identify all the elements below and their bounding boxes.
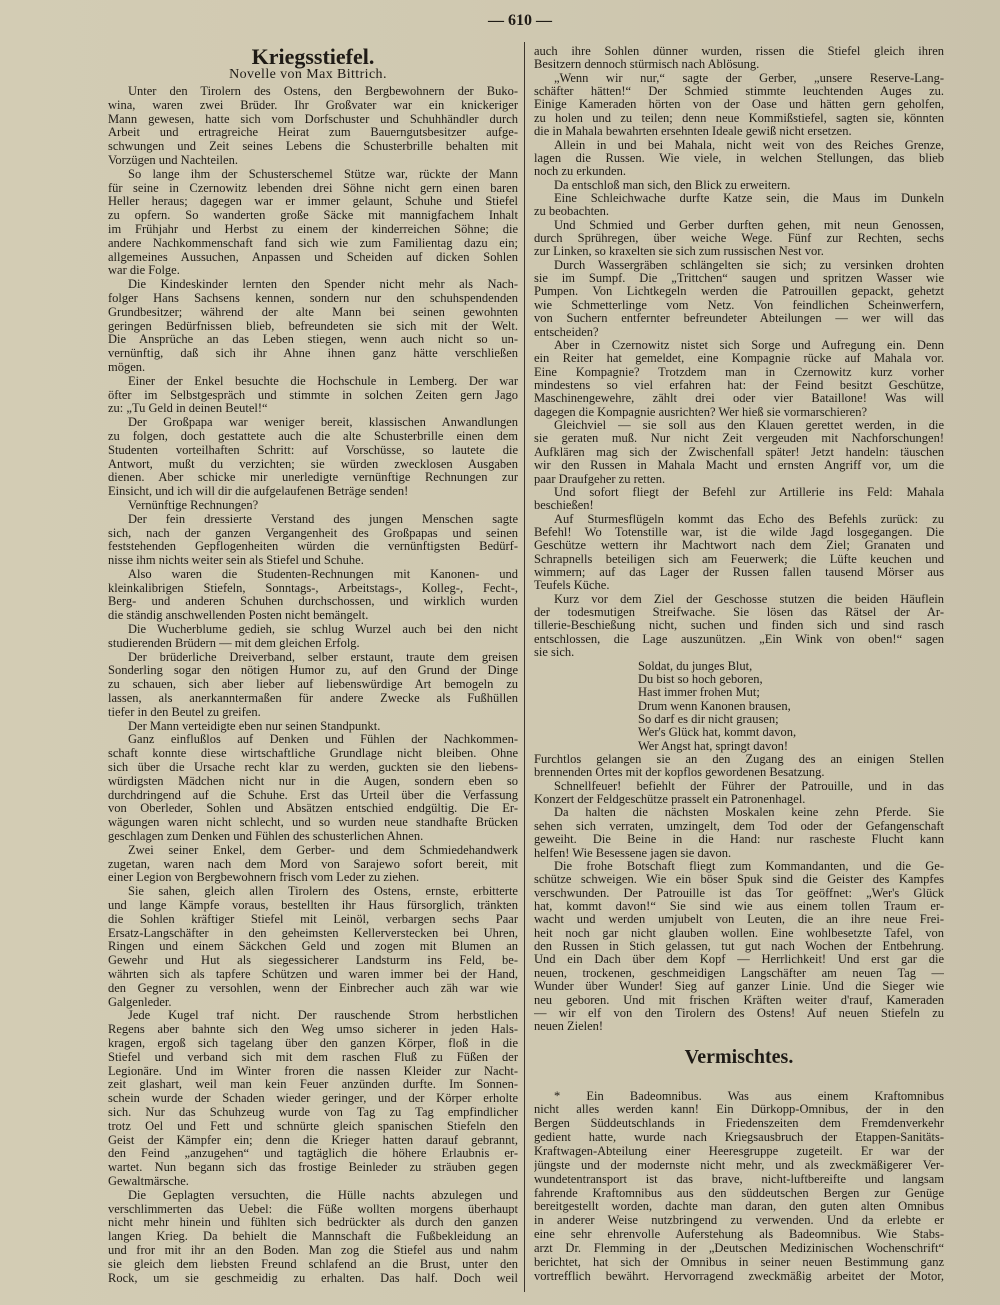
text-line: Die Geplagten versuchten, die Hülle nachts abzulegen und <box>128 1188 518 1202</box>
text-line: Wunder über Wunder! Sieg auf ganzer Linie. Und die Sieger wie <box>534 980 944 994</box>
paragraph <box>534 139 944 179</box>
text-line: bereitgestellt worden, dachte man daran, den guten alten Omnibus <box>534 1200 944 1214</box>
article-subtitle: Novelle von Max Bittrich. <box>229 67 387 82</box>
text-line: nicht mehr hinein und fühlten sich bedrückter als durch den ganzen <box>108 1216 518 1230</box>
text-line: und lange Kämpfe voraus, bestellten ihr Haus fürsorglich, tränkten <box>108 899 518 913</box>
text-line: zugetan, waren nach dem Mord von Sarajewo sofort bereit, mit <box>108 857 518 871</box>
text-line: Der brüderliche Dreiverband, selber erstaunt, traute dem greisen <box>128 650 518 664</box>
text-line: durch Sprühregen, über weiche Wege. Fünf zur Rechten, sechs <box>534 232 944 246</box>
text-line: mögen. <box>108 360 146 374</box>
paragraph <box>534 219 944 259</box>
text-line: tiefer in den Beutel zu greifen. <box>108 705 261 719</box>
text-line: Einsicht, und ich will dir die aufgelaufenen Beträge senden! <box>108 485 409 499</box>
paragraph <box>108 416 518 499</box>
misc-section <box>534 1090 944 1284</box>
text-line: den Feind „anzugehen“ und tagtäglich die höhere Erlaubnis er- <box>108 1147 518 1161</box>
text-line: auch ihre Sohlen dünner wurden, rissen die Stiefel gleich ihren <box>534 45 944 58</box>
text-line: zu: „Tu Geld in deinen Beutel!“ <box>108 402 268 416</box>
text-line: allgemeines Aussuchen, Anpassen und Scheiden auf dicken Sohlen <box>108 250 518 264</box>
text-line: schwungen und Zeit seines Lebens die Schusterbrille behalten mit <box>108 140 518 154</box>
text-line: nicht alles werden kann! Ein Dürkopp-Omnibus, der in den <box>534 1103 944 1117</box>
text-line: noch zu erkunden. <box>534 165 626 179</box>
text-line: folger Hans Sachsens kennen, sondern nur den schuhspendenden <box>108 291 518 305</box>
text-line: wir den Russen in Mahala Macht und ernsten Angriff vor, um die <box>534 459 944 473</box>
text-line: von Oberleder, Sohlen und Absätzen entschied endgültig. Die Er- <box>108 802 518 816</box>
text-line: Legionäre. Und im Winter froren die nassen Kleider zur Nacht- <box>108 1064 518 1078</box>
text-line: Sie sahen, gleich allen Tirolern des Ostens, ernste, erbitterte <box>128 885 518 899</box>
text-line: berichtet, hat sich der Omnibus in seiner neuen Bestimmung ganz <box>534 1255 944 1269</box>
text-line: und fror mit ihr an den Boden. Man zog die Stiefel aus und nahm <box>108 1243 518 1257</box>
text-line: „Wenn wir nur,“ sagte der Gerber, „unsere Reserve-Lang- <box>554 71 944 85</box>
text-line: Allein in und bei Mahala, nicht weit von des Reiches Grenze, <box>554 138 944 152</box>
text-line: beschießen! <box>534 499 594 513</box>
text-line: geschlagen zum Denken und Fühlen des schusterlichen Ahnen. <box>108 830 424 844</box>
text-line: Gewehr und Hut als siegessicherer Landsturm ins Feld, be- <box>108 954 518 968</box>
text-line: arzt Dr. Flemming in der „Deutschen Medizinischen Wochenschrift“ <box>534 1241 944 1255</box>
text-line: dagegen die Kompagnie ausrichten? Wer hieß sie vormarschieren? <box>534 405 868 419</box>
text-line: Geschütze wettern ihr Machtwort nach dem Ziel; Granaten und <box>534 539 944 553</box>
text-line: Kurz vor dem Ziel der Geschosse stutzen die beiden Häuflein <box>554 592 944 606</box>
text-line: Regens aber bahnte sich den Weg umso sicherer in jeden Hals- <box>108 1023 518 1037</box>
text-line: Jede Kugel traf nicht. Der rauschende Strom herbstlichen <box>128 1009 518 1023</box>
text-line: andere Nachkommenschaft fand sich wie zum Familientag dazu ein; <box>108 236 518 250</box>
text-line: Ringen und einem Säckchen Geld und zogen mit Blumen an <box>108 940 518 954</box>
text-line: durchdringend auf die Schuhe. Erst das Urteil über die Verfassung <box>108 788 518 802</box>
paragraph <box>534 339 944 419</box>
text-line: von Suchern entfernter befreundeter Abteilungen — wer will das <box>534 312 944 326</box>
text-line: wundetentransport ist das brave, nicht-luftbereifte und langsam <box>534 1172 944 1186</box>
text-line: entschlossen, die Lage auszunützen. „Ein Wink von oben!“ sagen <box>534 632 944 646</box>
text-line: Der Großpapa war weniger bereit, klassischen Anwandlungen <box>128 416 518 430</box>
text-line: Gleichviel — sie soll aus den Klauen gerettet werden, in die <box>554 419 944 433</box>
text-line: Ganz einflußlos auf Denken und Fühlen der Nachkommen- <box>128 733 518 747</box>
text-line: helfen! Wie Besessene jagen sie davon. <box>534 846 732 860</box>
text-line: Eine Kompagnie? Trotzdem man in Czernowitz kurz vorher <box>534 365 944 379</box>
text-line: öfter im Selbstgespräch und stimmte in solchen Zeiten gern Jago <box>108 388 518 402</box>
text-line: sie gleich dem liebsten Freund schlafend an die Brust, unter den <box>108 1257 518 1271</box>
paragraph <box>108 499 518 513</box>
paragraph <box>534 192 944 219</box>
text-line: zu folgen, doch gestattete auch die alte Schusterbrille einen dem <box>108 429 518 443</box>
text-line: Schnellfeuer! befiehlt der Führer der Patrouille, und in das <box>554 779 944 793</box>
text-line: neu geboren. Und mit frischen Kräften weiter d'rauf, Kameraden <box>534 993 944 1007</box>
text-line: Gewaltmärsche. <box>108 1174 189 1188</box>
paragraph <box>108 513 518 568</box>
text-line: zu opfern. So wanderten große Säcke mit mannigfachem Inhalt <box>108 209 518 223</box>
text-line: Schrapnells beteiligen sich am Feuerwerk; die Lüfte keuchen und <box>534 552 944 566</box>
text-line: den Russen in Stich gelassen, tut gut nach Wochen der Entbehrung. <box>534 940 944 954</box>
text-line: sie im Sumpf. Die „Trittchen“ saugen und spritzen Wasser wie <box>534 272 944 286</box>
text-line: sie geraten muß. Nur nicht Zeit vergeuden mit Nachforschungen! <box>534 432 944 446</box>
paragraph <box>108 85 518 168</box>
text-line: geweiht. Die Beine in die Hand: nur rascheste Flucht kann <box>534 833 944 847</box>
text-line: brennenden Ortes mit der kopflos gewordenen Besatzung. <box>534 766 825 780</box>
text-line: zu beobachten. <box>534 205 609 219</box>
text-line: mindestens so viel erfahren hat: der Feind besitzt Geschütze, <box>534 378 944 392</box>
paragraph <box>108 885 518 1009</box>
text-line: — wir elf von den Tirolern des Ostens! Auf neuen Stiefeln zu <box>534 1006 944 1020</box>
text-line: kragen, ergoß sich tagelang über den ganzen Körper, floß in die <box>108 1036 518 1050</box>
text-line: Unter den Tirolern des Ostens, den Bergbewohnern der Buko- <box>128 85 518 98</box>
paragraph <box>108 720 518 734</box>
paragraph <box>108 278 518 375</box>
poem-line: Hast immer frohen Mut; <box>638 686 760 700</box>
text-line: Eine Schleichwache durfte Katze sein, die Maus im Dunkeln <box>554 191 944 205</box>
text-line: Teufels Küche. <box>534 579 610 593</box>
section-heading: Vermischtes. <box>684 1045 794 1068</box>
poem-line: Drum wenn Kanonen brausen, <box>638 699 791 713</box>
text-line: heit noch gar nicht glauben wollen. Eine wohlbesetzte Tafel, von <box>534 926 944 940</box>
text-line: Und sofort fliegt der Befehl zur Artillerie ins Feld: Mahala <box>554 485 944 499</box>
text-line: Die Kindeskinder lernten den Spender nicht mehr als Nach- <box>128 278 518 292</box>
text-line: im Frühjahr und Herbst zu einem der kinderreichen Söhne; die <box>108 222 518 236</box>
poem-line: Wer Angst hat, springt davon! <box>638 739 789 753</box>
text-line: nisse ihm nichts weiter sein als Stiefel und Schuhe. <box>108 554 364 568</box>
text-line: Aber in Czernowitz nistet sich Sorge und Aufregung ein. Denn <box>554 338 944 352</box>
text-line: Furchtlos gelangen sie an den Zugang des an einigen Stellen <box>534 753 944 767</box>
text-line: So lange ihm der Schusterschemel Stütze war, rückte der Mann <box>128 167 518 181</box>
text-line: Da halten die nächsten Moskalen keine zehn Pferde. Sie <box>554 806 944 820</box>
article-continuation <box>534 45 944 660</box>
text-line: Vorzügen und Nachteilen. <box>108 153 238 167</box>
text-line: gedient hatte, wurde nach Kriegsausbruch der Etappen-Sanitäts- <box>534 1131 944 1145</box>
text-line: tillerie-Beschießung nicht, suchen und finden sich und sind rasch <box>534 619 944 633</box>
left-column <box>108 85 518 1285</box>
text-line: in anderer Weise nutzbringend zu verwenden. Und da erlebte er <box>534 1214 944 1228</box>
text-line: Zwei seiner Enkel, dem Gerber- und dem Schmiedehandwerk <box>128 843 518 857</box>
right-column <box>534 45 944 1283</box>
text-line: zu holen und zu teilen; denn neue Kommißstiefel, sagten sie, könnten <box>534 111 944 125</box>
text-line: sie sich. <box>534 646 575 660</box>
text-line: zeit glashart, weil man kein Feuer anzünden durfte. Im Sonnen- <box>108 1078 518 1092</box>
text-line: Arbeit und ertragreiche Heirat zum Bauerngutsbesitzer aufge- <box>108 126 518 140</box>
text-line: wina, waren zwei Brüder. Ihr Großvater war ein knickeriger <box>108 98 518 112</box>
page-number: — 610 — <box>488 12 552 29</box>
text-line: Einige Kameraden hörten von der Oase und hätten gern geholfen, <box>534 98 944 112</box>
text-line: zur Linken, so kraxelten sie sich zum russischen Nest vor. <box>534 245 824 259</box>
text-line: Die Wucherblume gedieh, sie schlug Wurzel auch bei den nicht <box>128 623 518 637</box>
text-line: Und ein Dach über dem Kopf — Herrlichkeit! Und erst gar die <box>534 953 944 967</box>
paragraph <box>534 486 944 513</box>
paragraph <box>108 1009 518 1188</box>
paragraph <box>108 568 518 623</box>
text-line: Konzert der Feldgeschütze prasselt ein Patronenhagel. <box>534 793 806 807</box>
text-line: Ersatz-Langschäfter in den geheimsten Kellerverstecken bei Uhren, <box>108 926 518 940</box>
text-line: entscheiden? <box>534 325 599 339</box>
paragraph <box>534 1090 944 1284</box>
text-line: Heller heraus; dagegen war er immer gelaunt, Schuhe und Stiefel <box>108 195 518 209</box>
text-line: schaft konnte diese wirtschaftliche Grundlage nicht bleiben. Ohne <box>108 747 518 761</box>
text-line: Durch Wassergräben schlängelten sie sich; zu versinken drohten <box>554 258 944 272</box>
text-line: Rock, um sie geschmeidig zu erhalten. Das half. Doch weil <box>108 1271 518 1285</box>
paragraph <box>108 651 518 720</box>
paragraph <box>108 733 518 843</box>
text-line: verschwunden. Der Patrouille ist das Tor geöffnet: „Wer's Glück <box>534 886 944 900</box>
paragraph <box>534 72 944 139</box>
text-line: Kraftwagen-Abteilung einer Heeresgruppe zugeteilt. Er war der <box>534 1144 944 1158</box>
text-line: Und Schmied und Gerber durften gehen, mit neun Genossen, <box>554 218 944 232</box>
article-title: Kriegsstiefel. <box>251 44 375 69</box>
text-line: Stiefel und verband sich mit dem raschen Fluß zu Füßen der <box>108 1050 518 1064</box>
text-line: hat, kommt davon!“ Sie sind wie aus einem tollen Traum er- <box>534 900 944 913</box>
poem <box>534 660 944 754</box>
text-line: Der Mann verteidigte eben nur seinen Standpunkt. <box>128 719 381 733</box>
text-line: Aufklären mag sich der Zwischenfall später! Jetzt handeln: täuschen <box>534 445 944 459</box>
paragraph <box>108 844 518 885</box>
text-line: Mann gewesen, hatte sich vom Dorfschuster und Schuhhändler durch <box>108 112 518 126</box>
text-line: die Sohlen kräftiger Stiefel mit Leinöl, verbargen sechs Paar <box>108 912 518 926</box>
text-line: fahrende Kraftomnibus aus den süddeutschen Bergen zur Genüge <box>534 1186 944 1200</box>
paragraph <box>534 806 944 859</box>
text-line: Bergen Süddeutschlands in Friedenszeiten dem Fremdenverkehr <box>534 1117 944 1131</box>
text-line: Antwort, mußt du verzichten; sie würden zwecklosen Ausgaben <box>108 457 518 471</box>
text-line: Befehl! Wo Totenstille war, ist die wilde Jagd losgegangen. Die <box>534 525 944 539</box>
text-line: sich, nach der ganzen Vergangenheit des Großpapas und seinen <box>108 526 518 540</box>
paragraph <box>534 513 944 593</box>
paragraph <box>108 375 518 416</box>
text-line: währten sich als tapfere Schützen und waren immer bei der Hand, <box>108 968 518 981</box>
text-line: Die frohe Botschaft fliegt zum Kommandanten, und die Ge- <box>554 859 944 873</box>
text-line: lagen die Russen. Wie viele, in welchen Stellungen, das blieb <box>534 151 944 165</box>
text-line: Einer der Enkel besuchte die Hochschule in Lemberg. Der war <box>128 374 518 388</box>
text-line: war die Folge. <box>108 264 180 278</box>
text-line: kleinkalibrigen Stiefeln, Sonntags-, Arbeitstags-, Kolleg-, Fecht-, <box>108 581 518 595</box>
text-line: feststehenden Gepflogenheiten würden die vernünftigsten Bedürf- <box>108 540 518 554</box>
text-line: die ständig anschwellenden Posten nicht bemängelt. <box>108 609 369 623</box>
text-line: Vernünftige Rechnungen? <box>128 498 259 512</box>
paragraph <box>534 780 944 807</box>
text-line: vortrefflich bewährt. Hervorragend zweckmäßig arbeitet der Motor, <box>534 1269 944 1283</box>
text-line: neuen Zielen! <box>534 1020 604 1034</box>
text-line: zu schauen, sich aber lieber auf liebenswürdige Art bemogeln zu <box>108 678 518 692</box>
text-line: verschlimmerten das Uebel: die Füße wollten morgens überhaupt <box>108 1202 518 1216</box>
text-line: sehen sich verraten, umzingelt, dem Tod oder der Gefangenschaft <box>534 819 944 833</box>
text-line: Grundbesitzer; während der alte Mann bei seinen gewohnten <box>108 305 518 319</box>
text-line: schütze schweigen. Wie ein böser Spuk sind die Geister des Kampfes <box>534 873 944 887</box>
poem-line: Du bist so hoch geboren, <box>638 672 763 686</box>
text-line: Da entschloß man sich, den Blick zu erweitern. <box>554 178 791 192</box>
paragraph <box>534 860 944 1034</box>
text-line: jüngste und der modernste nicht mehr, und als zweckmäßigerer Ver- <box>534 1158 944 1172</box>
poem-line: Wer's Glück hat, kommt davon, <box>638 726 797 740</box>
text-line: Auf Sturmesflügeln kommt das Echo des Befehls zurück: zu <box>554 512 944 526</box>
text-line: Der fein dressierte Verstand des jungen Menschen sagte <box>128 512 518 526</box>
text-line: wacht und werden umjubelt von Leuten, die an ihre neue Frei- <box>534 913 944 927</box>
text-line: wägungen waren nicht schlecht, und so wurden neue standhafte Brücken <box>108 816 518 830</box>
paragraph <box>108 1189 518 1286</box>
text-line: trotz Oel und Fett und schnürte gleich spanischen Stiefeln den <box>108 1119 518 1133</box>
text-line: schein wurde der Schaden wieder geringer, und der Körper erholte <box>108 1092 518 1106</box>
text-line: eine sehr ehrenvolle Auferstehung als Badeomnibus. Wie Stabs- <box>534 1228 944 1242</box>
text-line: studierenden Brüdern — mit dem gleichen Erfolg. <box>108 636 360 650</box>
text-line: wie Schmetterlinge vom Netz. Von feindlichen Scheinwerfern, <box>534 298 944 312</box>
paragraph <box>534 753 944 780</box>
text-line: * Ein Badeomnibus. Was aus einem Kraftomnibus <box>554 1089 944 1103</box>
text-line: Besitzern dennoch stürmisch nach Ablösung. <box>534 58 760 72</box>
text-line: langen Krieg. Da behielt die Mannschaft die Fußbekleidung an <box>108 1230 518 1244</box>
text-line: dienen. Aber schicke mir unerledigte vernünftige Rechnungen zur <box>108 471 518 485</box>
poem-line: So darf es dir nicht grausen; <box>638 712 779 726</box>
paragraph <box>534 593 944 660</box>
text-line: für seine in Czernowitz lebenden drei Söhne nicht gern einen baren <box>108 181 518 195</box>
text-line: Also waren die Studenten-Rechnungen mit Kanonen- und <box>128 567 518 581</box>
text-line: Galgenleder. <box>108 995 172 1009</box>
text-line: Berg- und anderen Schuhen durchschossen, und wirklich wurden <box>108 595 518 609</box>
text-line: Pumpen. Von Lichtkegeln werden die Patrouillen gepackt, gehetzt <box>534 285 944 299</box>
text-line: wimmern; auf das Lager der Russen fallen tausend Mörser aus <box>534 566 944 580</box>
text-line: der todesmutigen Streifwache. Sie lösen das Rätsel der Ar- <box>534 606 944 620</box>
article-ending <box>534 753 944 1034</box>
text-line: die in Mahala bewahrten ersehnten Ideale gewiß nicht ersetzen. <box>534 125 852 139</box>
text-line: Maschinengewehre, zählt drei oder vier Bataillone! Was will <box>534 392 944 406</box>
paragraph <box>534 259 944 339</box>
paragraph <box>534 179 944 192</box>
text-line: schäfter hätten!“ Der Schmied stimmte leuchtenden Auges zu. <box>534 85 944 99</box>
paragraph <box>108 623 518 651</box>
text-line: den Gegner zu versohlen, wenn der Einbrecher auch zäh war wie <box>108 981 518 995</box>
text-line: sich über die Ursache recht klar zu werden, guckten sie den liebens- <box>108 761 518 775</box>
text-line: vernünftig, daß sich ihr Ahne ihnen ganz hätte verschließen <box>108 347 518 361</box>
text-line: geringen Bedürfnissen blieb, befreundeten sie sich mit der Welt. <box>108 319 518 333</box>
text-line: wartet. Nun begann sich das frostige Beinleder zu sträuben gegen <box>108 1161 518 1175</box>
text-line: würdigsten Mädchen nicht nur in die Augen, sondern eben so <box>108 774 518 788</box>
column-divider <box>524 42 525 1292</box>
text-line: neuen, trockenen, geschmeidigen Langschäfter am neuen Tag — <box>534 966 944 980</box>
text-line: Die Ansprüche an das Leben stiegen, wenn auch nicht so un- <box>108 333 518 347</box>
text-line: Sonderling sogar den nötigen Humor zu, auf den Grund der Dinge <box>108 664 518 678</box>
poem-line: Soldat, du junges Blut, <box>638 659 753 673</box>
text-line: ein Reiter hat gemeldet, eine Kompagnie rücke auf Mahala vor. <box>534 352 944 366</box>
paragraph <box>108 168 518 278</box>
text-line: lassen, als anerkanntermaßen für andere Zwecke als Fußhüllen <box>108 692 518 706</box>
paragraph <box>534 45 944 72</box>
text-line: paar Draufgeher zu retten. <box>534 472 666 486</box>
text-line: sich. Nur das Schuhzeug wurde von Tag zu Tag empfindlicher <box>108 1105 518 1119</box>
text-line: einer Legion von Bergbewohnern frisch vom Leder zu ziehen. <box>108 871 420 885</box>
text-line: Studenten vorteilhaften Schritt: auf Vorschüsse, so lautete die <box>108 443 518 457</box>
text-line: Geist der Kämpfer ein; denn die Krieger hatten darauf gebrannt, <box>108 1133 518 1147</box>
paragraph <box>534 419 944 486</box>
